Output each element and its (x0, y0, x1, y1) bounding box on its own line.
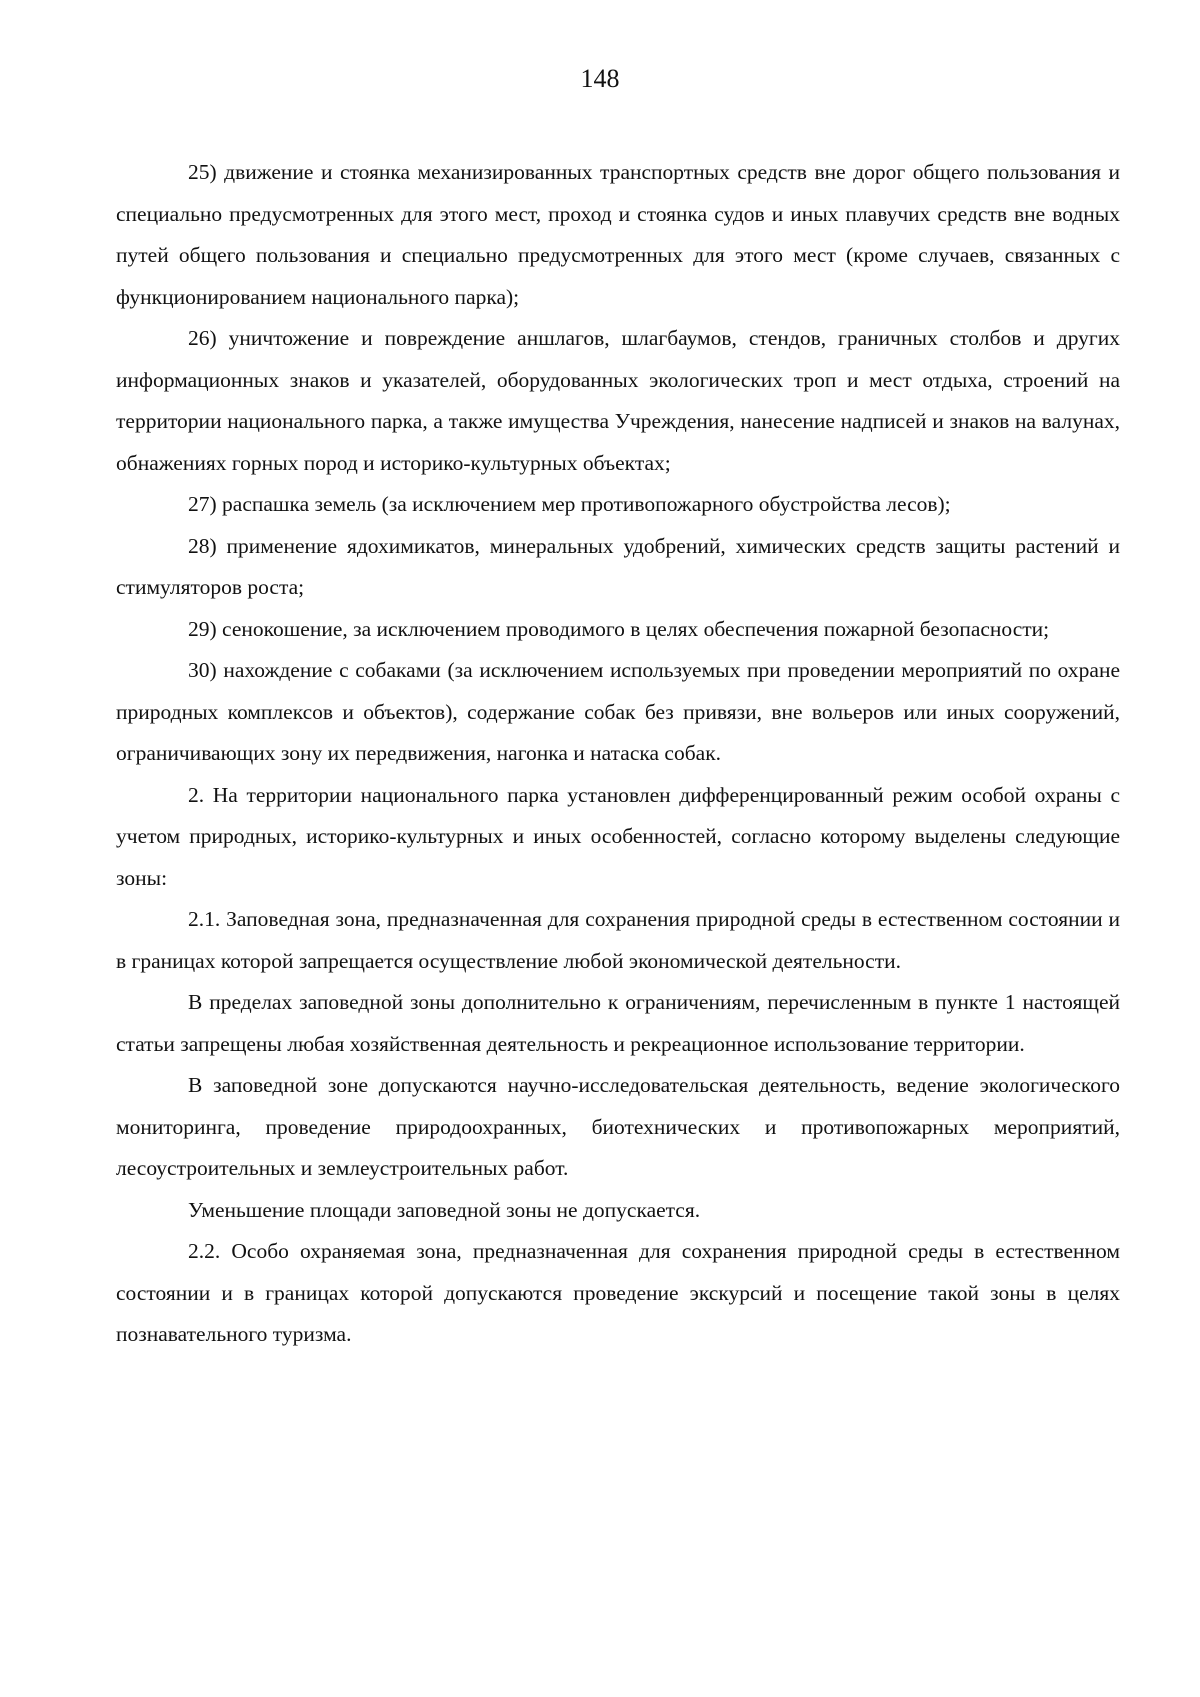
paragraph-reserve-area: Уменьшение площади заповедной зоны не допускается. (188, 1197, 701, 1222)
paragraph-item-27: 27) распашка земель (за исключением мер противопожарного обустройства лесов); (188, 492, 951, 516)
paragraph-reserve-restrictions: В пределах заповедной зоны дополнительно к ограничениям, перечисленным в пункте 1 настоящей статьи запрещены любая хозяйственная деятельность и рекреационное использование территории. (116, 990, 1120, 1056)
paragraph-item-29: 29) сенокошение, за исключением проводимого в целях обеспечения пожарной безопасности; (188, 616, 1050, 641)
paragraph-item-30: 30) нахождение с собаками (за исключением используемых при проведении мероприятий по охране природных комплексов и объектов), содержание собак без привязи, вне вольеров или иных сооружений, ограничивающих зону их передвижения, нагонка и натаска собак. (116, 658, 1120, 765)
paragraph-reserve-permitted: В заповедной зоне допускаются научно-исследовательская деятельность, ведение экологического мониторинга, проведение природоохранных, биотехнических и противопожарных мероприятий, лесоустроительных и землеустроительных работ. (116, 1073, 1120, 1180)
document-body (116, 152, 1120, 1356)
paragraph-section-2: 2. На территории национального парка установлен дифференцированный режим особой охраны с учетом природных, историко-культурных и иных особенностей, согласно которому выделены следующие зоны: (116, 782, 1120, 890)
page-number: 148 (580, 64, 620, 93)
paragraph-item-28: 28) применение ядохимикатов, минеральных удобрений, химических средств защиты растений и стимуляторов роста; (116, 533, 1120, 599)
paragraph-item-26: 26) уничтожение и повреждение аншлагов, шлагбаумов, стендов, граничных столбов и других информационных знаков и указателей, оборудованных экологических троп и мест отдыха, строений на территории национального парка, а также имущества Учреждения, нанесение надписей и знаков на валунах, обнажениях горных пород и историко-культурных объектах; (116, 326, 1120, 475)
paragraph-section-2-1: 2.1. Заповедная зона, предназначенная для сохранения природной среды в естественном состоянии и в границах которой запрещается осуществление любой экономической деятельности. (116, 907, 1120, 973)
paragraph-section-2-2: 2.2. Особо охраняемая зона, предназначенная для сохранения природной среды в естественном состоянии и в границах которой допускаются проведение экскурсий и посещение такой зоны в целях познавательного туризма. (116, 1239, 1120, 1346)
paragraph-item-25: 25) движение и стоянка механизированных транспортных средств вне дорог общего пользования и специально предусмотренных для этого мест, проход и стоянка судов и иных плавучих средств вне водных путей общего пользования и специально предусмотренных для этого мест (кроме случаев, связанных с функционированием национального парка); (116, 160, 1120, 309)
